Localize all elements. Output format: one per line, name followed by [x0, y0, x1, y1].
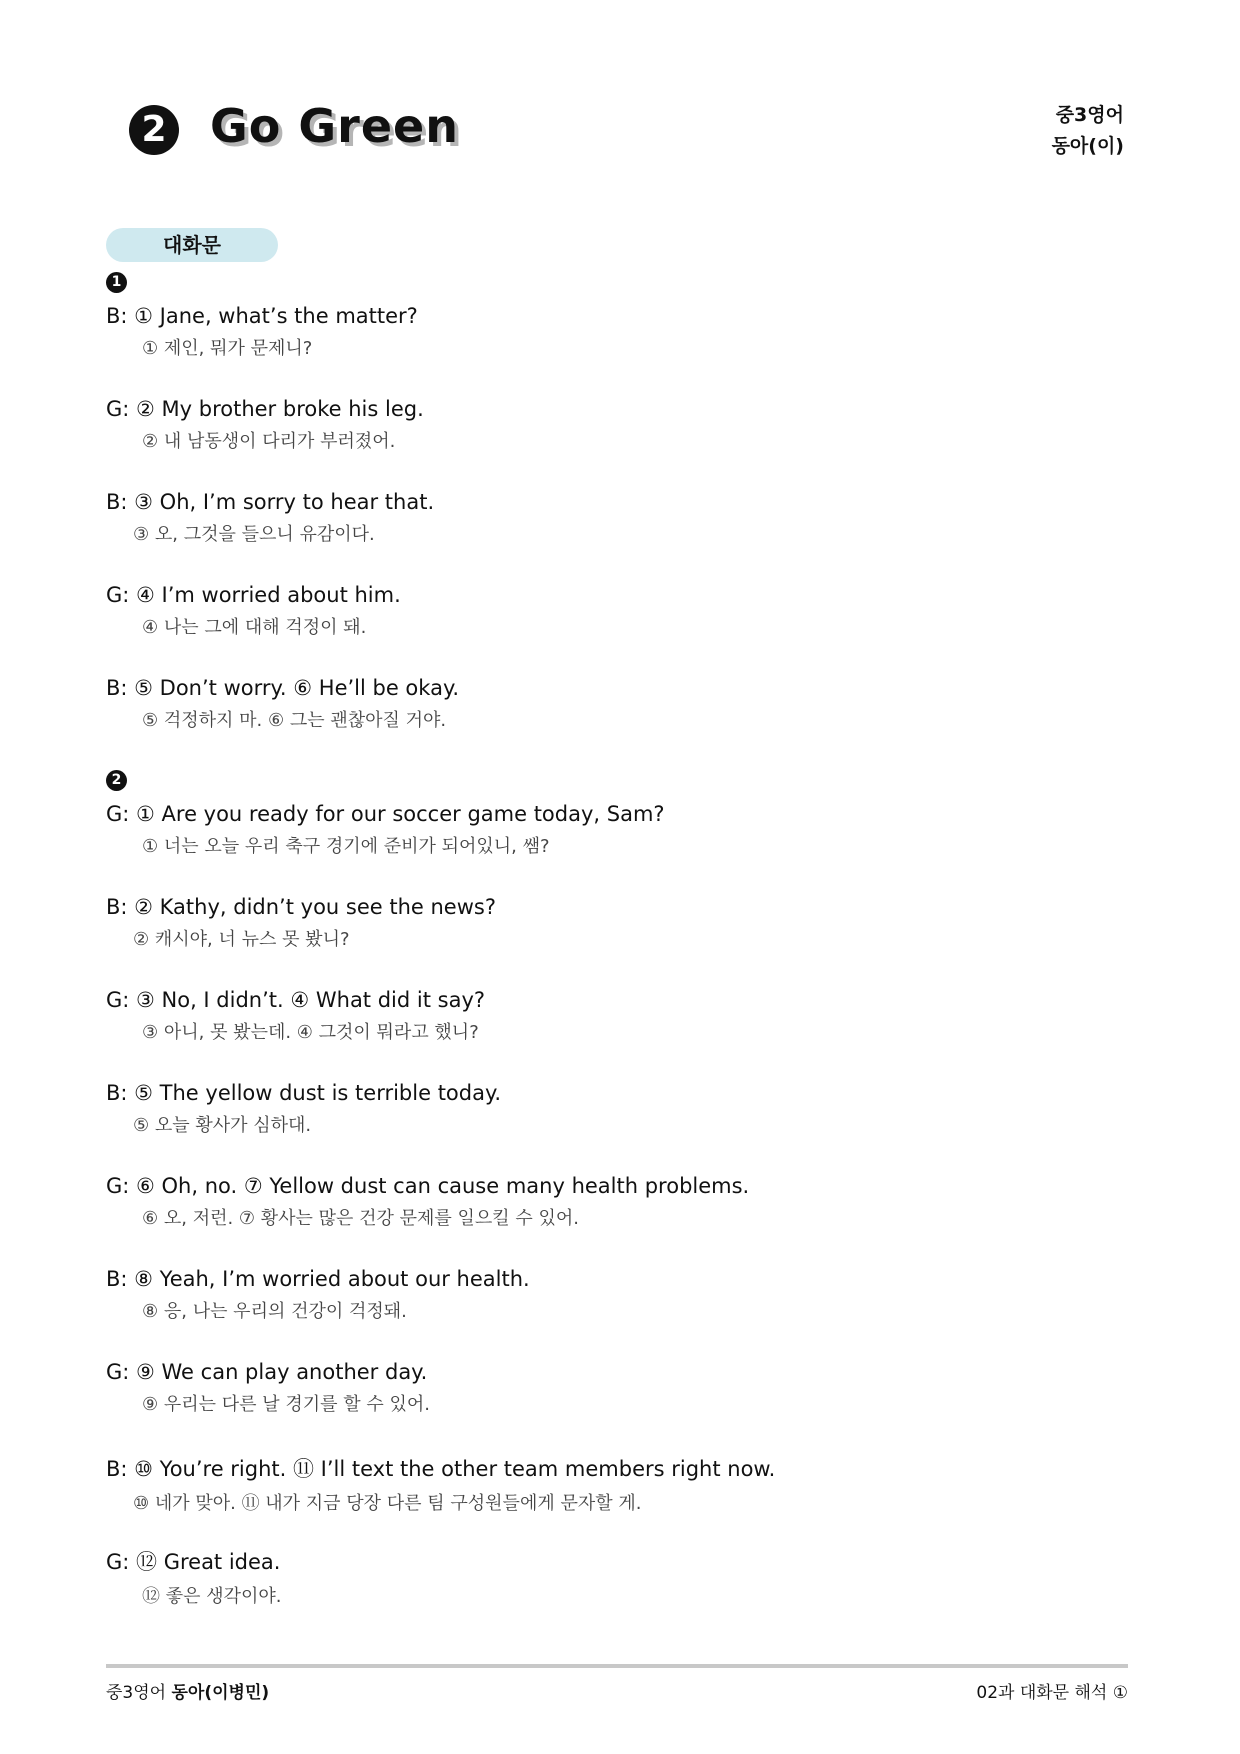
korean-translation: ③ 오, 그것을 들으니 유감이다.: [133, 524, 375, 545]
dialog-line: [106, 583, 1106, 639]
korean-translation: ⑧ 응, 나는 우리의 건강이 걱정돼.: [142, 1301, 407, 1322]
korean-translation: ① 너는 오늘 우리 축구 경기에 준비가 되어있니, 쌤?: [142, 836, 550, 857]
english-sentence: B: ⑩ You’re right. ⑪ I’ll text the other team members right now.: [106, 1457, 776, 1481]
english-sentence: G: ⑥ Oh, no. ⑦ Yellow dust can cause many health problems.: [106, 1174, 750, 1198]
dialog-group-1: [106, 272, 1106, 731]
dialog-marker-1: 1: [106, 272, 127, 293]
dialog-line: [106, 1360, 1106, 1416]
english-sentence: B: ⑤ The yellow dust is terrible today.: [106, 1081, 502, 1105]
korean-translation: ② 캐시야, 너 뉴스 못 봤니?: [133, 929, 350, 950]
english-sentence: G: ① Are you ready for our soccer game today, Sam?: [106, 802, 665, 826]
dialog-line: [106, 676, 1106, 732]
korean-translation: ③ 아니, 못 봤는데. ④ 그것이 뭐라고 했니?: [142, 1022, 479, 1043]
dialog-group-2: [106, 770, 1106, 1607]
textbook-label: [1052, 100, 1124, 162]
korean-translation: ⑩ 네가 맞아. ⑪ 내가 지금 당장 다른 팀 구성원들에게 문자할 게.: [133, 1493, 642, 1514]
page-title: Go Green: [210, 99, 459, 153]
english-sentence: B: ⑧ Yeah, I’m worried about our health.: [106, 1267, 530, 1291]
footer-grade: 중3영어: [106, 1683, 172, 1703]
english-sentence: B: ⑤ Don’t worry. ⑥ He’ll be okay.: [106, 676, 460, 700]
korean-translation: ② 내 남동생이 다리가 부러졌어.: [142, 431, 396, 452]
korean-translation: ④ 나는 그에 대해 걱정이 돼.: [142, 617, 367, 638]
footer-divider: [106, 1664, 1128, 1668]
footer-page-label: 02과 대화문 해석 ①: [976, 1683, 1128, 1703]
english-sentence: G: ⑨ We can play another day.: [106, 1360, 428, 1384]
korean-translation: ⑤ 오늘 황사가 심하대.: [133, 1115, 312, 1136]
footer-publisher: 동아(이병민): [171, 1683, 270, 1703]
dialog-line: [106, 1267, 1106, 1323]
dialog-line: [106, 802, 1106, 858]
english-sentence: B: ① Jane, what’s the matter?: [106, 304, 418, 328]
english-sentence: G: ② My brother broke his leg.: [106, 397, 424, 421]
korean-translation: ⑨ 우리는 다른 날 경기를 할 수 있어.: [142, 1394, 430, 1415]
korean-translation: ① 제인, 뭐가 문제니?: [142, 338, 313, 359]
dialog-marker-2: 2: [106, 770, 127, 791]
section-label: 대화문: [106, 228, 278, 262]
english-sentence: G: ⑫ Great idea.: [106, 1550, 281, 1574]
dialog-line: [106, 1546, 1106, 1608]
dialog-line: [106, 1174, 1106, 1230]
dialog-line: [106, 895, 1106, 951]
english-sentence: B: ③ Oh, I’m sorry to hear that.: [106, 490, 435, 514]
english-sentence: G: ③ No, I didn’t. ④ What did it say?: [106, 988, 486, 1012]
korean-translation: ⑫ 좋은 생각이야.: [142, 1586, 282, 1607]
footer-textbook: [106, 1678, 269, 1703]
english-sentence: B: ② Kathy, didn’t you see the news?: [106, 895, 496, 919]
dialog-line: [106, 988, 1106, 1044]
textbook-grade: 중3영어: [1055, 104, 1124, 126]
dialog-line: [106, 1081, 1106, 1137]
dialog-line: [106, 1453, 1106, 1515]
lesson-number-badge: 2: [129, 105, 179, 155]
dialog-line: [106, 304, 1106, 360]
korean-translation: ⑥ 오, 저런. ⑦ 황사는 많은 건강 문제를 일으킬 수 있어.: [142, 1208, 580, 1229]
textbook-publisher: 동아(이): [1051, 135, 1124, 157]
dialog-line: [106, 397, 1106, 453]
korean-translation: ⑤ 걱정하지 마. ⑥ 그는 괜찮아질 거야.: [142, 710, 447, 731]
english-sentence: G: ④ I’m worried about him.: [106, 583, 401, 607]
dialog-line: [106, 490, 1106, 546]
